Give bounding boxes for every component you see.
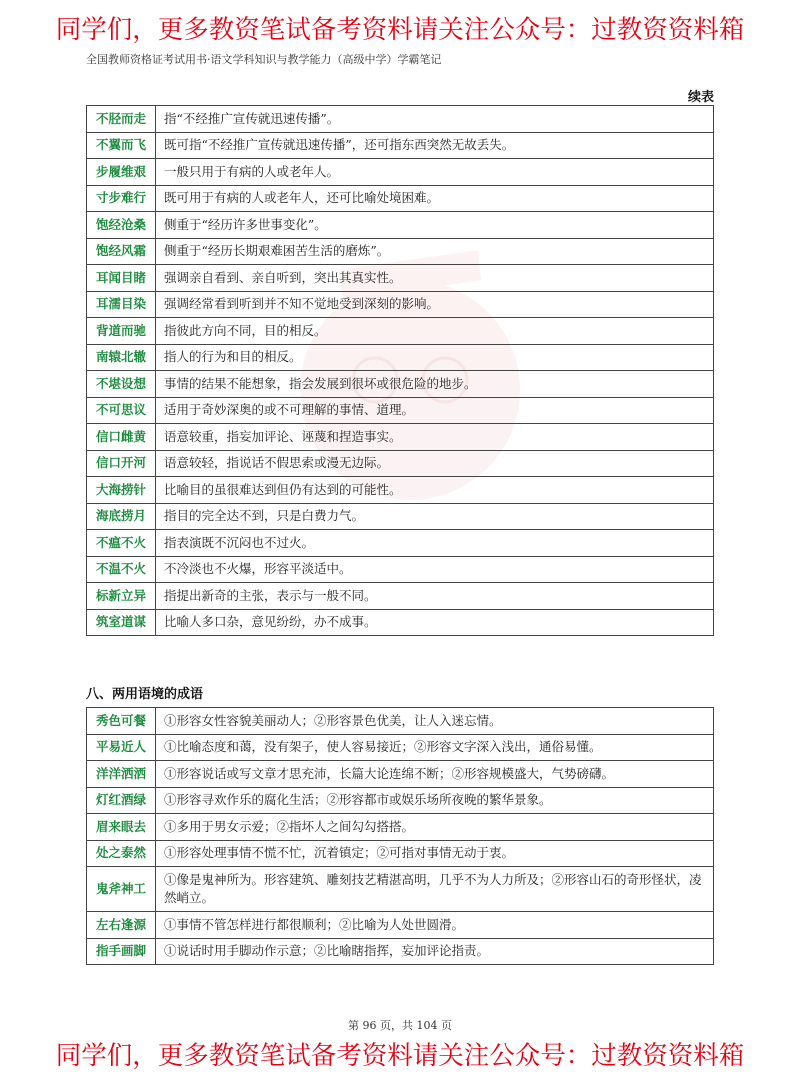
idiom-term: 海底捞月: [87, 503, 156, 530]
idiom-definition: 既可用于有病的人或老年人，还可比喻处境困难。: [156, 185, 714, 212]
idiom-term: 鬼斧神工: [87, 867, 156, 912]
idiom-definition: 比喻人多口杂，意见纷纷，办不成事。: [156, 609, 714, 636]
idiom-term: 不瘟不火: [87, 530, 156, 557]
idiom-definition: 指彼此方向不同，目的相反。: [156, 318, 714, 345]
idiom-definition: ①说话时用手脚动作示意；②比喻瞎指挥，妄加评论指责。: [156, 938, 714, 965]
idiom-term: 处之泰然: [87, 840, 156, 867]
table-row: [87, 708, 714, 735]
idiom-term: 洋洋洒洒: [87, 761, 156, 788]
idiom-definition: 语意较重，指妄加评论、诬蔑和捏造事实。: [156, 424, 714, 451]
idiom-term: 饱经沧桑: [87, 212, 156, 239]
table-row: [87, 503, 714, 530]
continued-label: 续表: [687, 90, 714, 105]
idiom-term: 不翼而飞: [87, 132, 156, 159]
idiom-term: 耳闻目睹: [87, 265, 156, 292]
idiom-term: 标新立异: [87, 583, 156, 610]
idiom-definition: 不冷淡也不火爆，形容平淡适中。: [156, 556, 714, 583]
table-row: [87, 530, 714, 557]
table-row: [87, 477, 714, 504]
idiom-definition: 比喻目的虽很难达到但仍有达到的可能性。: [156, 477, 714, 504]
dual-context-idiom-table: [86, 707, 714, 965]
idiom-comparison-table: [86, 105, 714, 636]
idiom-term: 不堪设想: [87, 371, 156, 398]
table-row: [87, 867, 714, 912]
table-row: [87, 238, 714, 265]
promo-banner-bottom: 同学们，更多教资笔试备考资料请关注公众号：过教资资料箱: [55, 1041, 745, 1071]
idiom-term: 左右逢源: [87, 912, 156, 939]
idiom-definition: 事情的结果不能想象，指会发展到很坏或很危险的地步。: [156, 371, 714, 398]
table-row: [87, 159, 714, 186]
idiom-definition: ①像是鬼神所为。形容建筑、雕刻技艺精湛高明，几乎不为人力所及；②形容山石的奇形怪状，凌然峭立。: [156, 867, 714, 912]
idiom-term: 指手画脚: [87, 938, 156, 965]
table-row: [87, 734, 714, 761]
table-row: [87, 397, 714, 424]
table-row: [87, 761, 714, 788]
idiom-term: 步履维艰: [87, 159, 156, 186]
idiom-definition: 侧重于“经历许多世事变化”。: [156, 212, 714, 239]
idiom-term: 不胫而走: [87, 106, 156, 133]
idiom-term: 秀色可餐: [87, 708, 156, 735]
table-row: [87, 344, 714, 371]
table-row: [87, 318, 714, 345]
idiom-term: 信口开河: [87, 450, 156, 477]
idiom-term: 不温不火: [87, 556, 156, 583]
idiom-definition: ①形容寻欢作乐的腐化生活；②形容都市或娱乐场所夜晚的繁华景象。: [156, 787, 714, 814]
section-heading: 八、两用语境的成语: [86, 687, 204, 702]
idiom-definition: 指目的完全达不到，只是白费力气。: [156, 503, 714, 530]
table-row: [87, 814, 714, 841]
idiom-term: 不可思议: [87, 397, 156, 424]
table-row: [87, 291, 714, 318]
idiom-definition: ①形容说话或写文章才思充沛，长篇大论连绵不断；②形容规模盛大，气势磅礴。: [156, 761, 714, 788]
idiom-term: 耳濡目染: [87, 291, 156, 318]
table-row: [87, 556, 714, 583]
idiom-term: 眉来眼去: [87, 814, 156, 841]
idiom-definition: ①形容处理事情不慌不忙，沉着镇定；②可指对事情无动于衷。: [156, 840, 714, 867]
idiom-definition: 侧重于“经历长期艰难困苦生活的磨炼”。: [156, 238, 714, 265]
table-row: [87, 912, 714, 939]
idiom-definition: 强调经常看到听到并不知不觉地受到深刻的影响。: [156, 291, 714, 318]
page-number: 第 96 页，共 104 页: [348, 1019, 452, 1032]
idiom-definition: 既可指“不经推广宣传就迅速传播”，还可指东西突然无故丢失。: [156, 132, 714, 159]
idiom-definition: 语意较轻，指说话不假思索或漫无边际。: [156, 450, 714, 477]
idiom-definition: 指“不经推广宣传就迅速传播”。: [156, 106, 714, 133]
table-row: [87, 609, 714, 636]
idiom-term: 大海捞针: [87, 477, 156, 504]
idiom-term: 背道而驰: [87, 318, 156, 345]
table-row: [87, 132, 714, 159]
idiom-definition: 指提出新奇的主张，表示与一般不同。: [156, 583, 714, 610]
table-row: [87, 840, 714, 867]
idiom-definition: ①事情不管怎样进行都很顺利；②比喻为人处世圆滑。: [156, 912, 714, 939]
table-row: [87, 450, 714, 477]
table-row: [87, 185, 714, 212]
idiom-term: 平易近人: [87, 734, 156, 761]
table-row: [87, 938, 714, 965]
idiom-definition: ①形容女性容貌美丽动人；②形容景色优美，让人入迷忘情。: [156, 708, 714, 735]
idiom-term: 寸步难行: [87, 185, 156, 212]
table-row: [87, 106, 714, 133]
idiom-term: 饱经风霜: [87, 238, 156, 265]
table-row: [87, 787, 714, 814]
idiom-definition: 一般只用于有病的人或老年人。: [156, 159, 714, 186]
book-subtitle: 全国教师资格证考试用书·语文学科知识与教学能力（高级中学）学霸笔记: [86, 53, 442, 66]
idiom-term: 筑室道谋: [87, 609, 156, 636]
table-row: [87, 583, 714, 610]
promo-banner-top: 同学们，更多教资笔试备考资料请关注公众号：过教资资料箱: [55, 15, 745, 45]
idiom-term: 灯红酒绿: [87, 787, 156, 814]
idiom-term: 南辕北辙: [87, 344, 156, 371]
idiom-definition: 强调亲自看到、亲自听到，突出其真实性。: [156, 265, 714, 292]
idiom-definition: ①比喻态度和蔼，没有架子，使人容易接近；②形容文字深入浅出，通俗易懂。: [156, 734, 714, 761]
table-row: [87, 424, 714, 451]
idiom-definition: 指人的行为和目的相反。: [156, 344, 714, 371]
table-row: [87, 265, 714, 292]
table-row: [87, 212, 714, 239]
idiom-term: 信口雌黄: [87, 424, 156, 451]
idiom-definition: ①多用于男女示爱；②指坏人之间勾勾搭搭。: [156, 814, 714, 841]
table-row: [87, 371, 714, 398]
idiom-definition: 指表演既不沉闷也不过火。: [156, 530, 714, 557]
idiom-definition: 适用于奇妙深奥的或不可理解的事情、道理。: [156, 397, 714, 424]
